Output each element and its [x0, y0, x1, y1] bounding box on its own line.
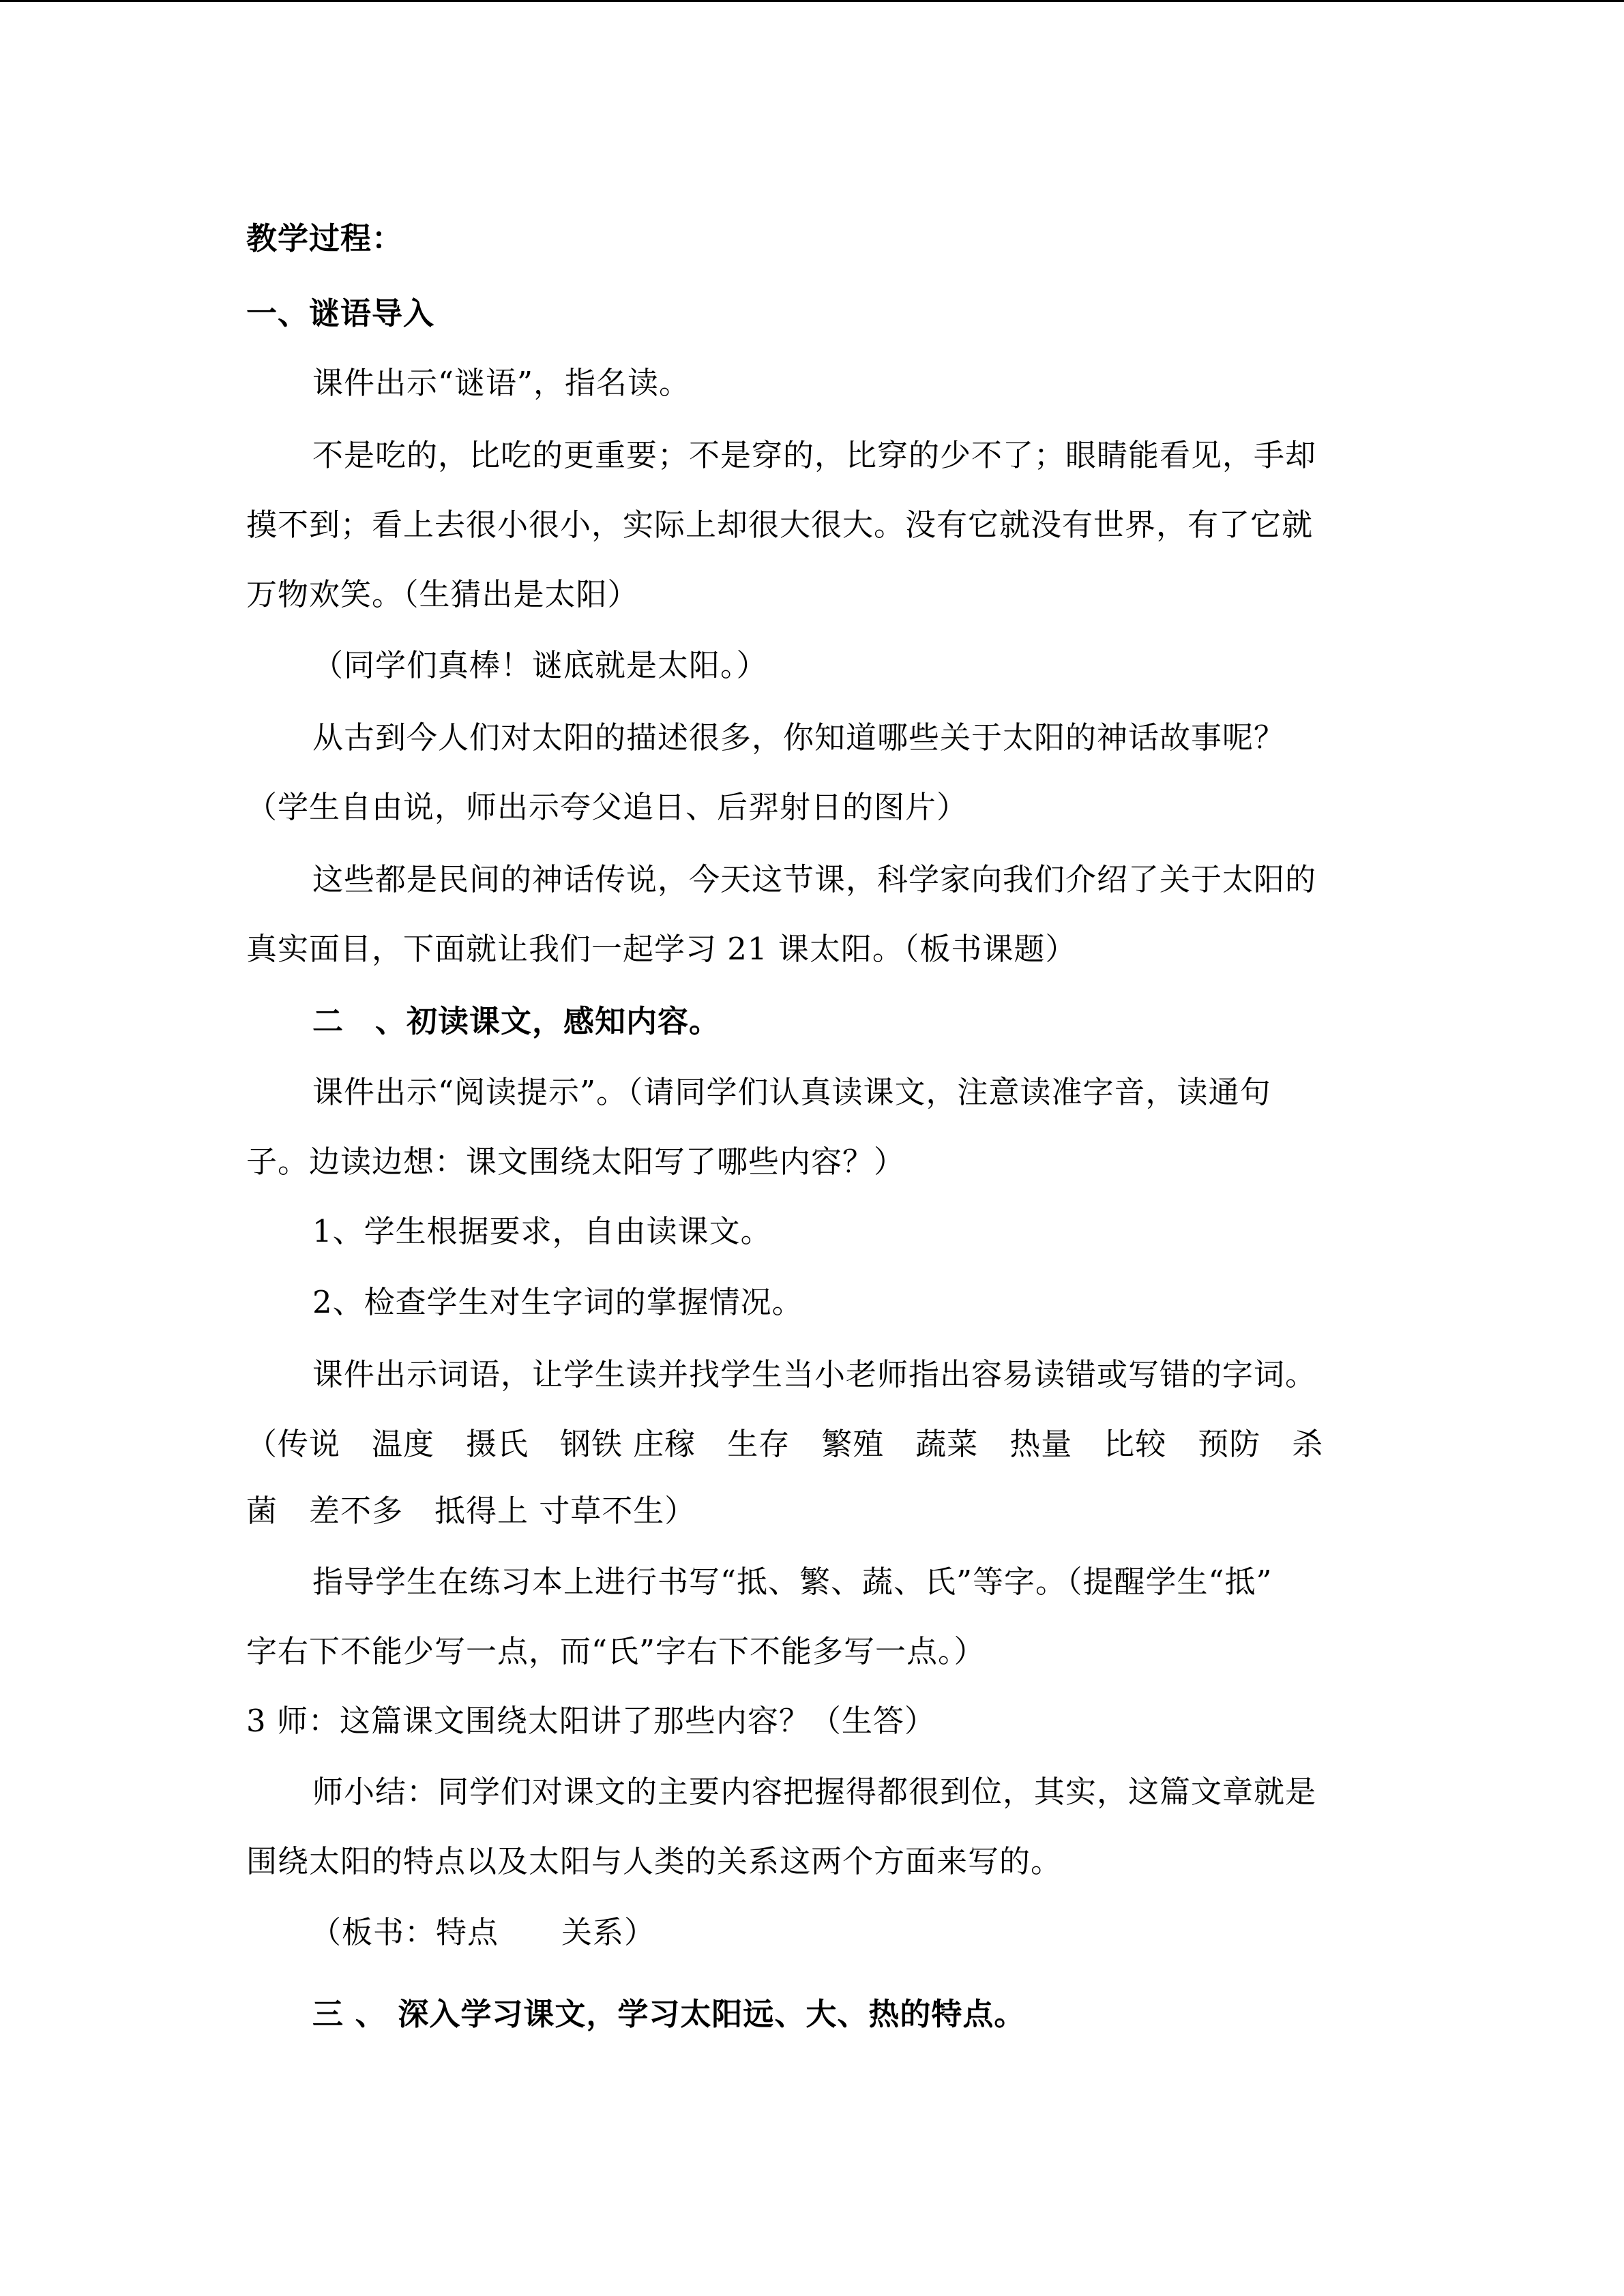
paragraph-line: 1、学生根据要求，自由读课文。 — [312, 1213, 772, 1249]
section-title-deep-study: 三 、 深入学习课文，学习太阳远、大、热的特点。 — [312, 1996, 1026, 2032]
paragraph-line: 指导学生在练习本上进行书写“抵、繁、蔬、氏”等字。（提醒学生“抵” — [312, 1564, 1273, 1600]
paragraph-line: 这些都是民间的神话传说，今天这节课，科学家向我们介绍了关于太阳的 — [312, 861, 1317, 897]
vocabulary-list-line: 菌 差不多 抵得上 寸草不生） — [246, 1493, 696, 1529]
vocabulary-list-line: （传说 温度 摄氏 钢铁 庄稼 生存 繁殖 蔬菜 热量 比较 预防 杀 — [246, 1426, 1324, 1462]
paragraph-line: （同学们真棒！谜底就是太阳。） — [312, 647, 768, 683]
paragraph-line: 课件出示“谜语”，指名读。 — [312, 365, 691, 401]
paragraph-line: 子。边读边想：课文围绕太阳写了哪些内容？） — [246, 1144, 906, 1180]
board-note-line: （板书：特点 关系） — [310, 1914, 656, 1950]
page-top-border — [0, 0, 1624, 2]
paragraph-line: 3 师：这篇课文围绕太阳讲了那些内容？（生答） — [246, 1703, 936, 1739]
paragraph-line: 课件出示词语，让学生读并找学生当小老师指出容易读错或写错的字词。 — [312, 1356, 1317, 1392]
paragraph-line: 不是吃的，比吃的更重要；不是穿的，比穿的少不了；眼睛能看见，手却 — [312, 437, 1317, 473]
paragraph-line: 真实面目，下面就让我们一起学习 21 课太阳。（板书课题） — [246, 931, 1077, 967]
process-heading: 教学过程： — [246, 220, 404, 256]
paragraph-line: 课件出示“阅读提示”。（请同学们认真读课文，注意读准字音，读通句 — [312, 1074, 1271, 1110]
paragraph-line: 字右下不能少写一点，而“氏”字右下不能多写一点。） — [246, 1633, 986, 1669]
paragraph-line: 万物欢笑。（生猜出是太阳） — [246, 576, 639, 612]
paragraph-line: 2、检查学生对生字词的掌握情况。 — [312, 1284, 803, 1320]
paragraph-line: 围绕太阳的特点以及太阳与人类的关系这两个方面来写的。 — [246, 1843, 1063, 1879]
paragraph-line: 从古到今人们对太阳的描述很多，你知道哪些关于太阳的神话故事呢？ — [312, 719, 1286, 756]
paragraph-line: 摸不到；看上去很小很小，实际上却很大很大。没有它就没有世界，有了它就 — [246, 507, 1314, 543]
paragraph-line: （学生自由说，师出示夸父追日、后羿射日的图片） — [246, 789, 969, 825]
section-title-first-reading: 二 、初读课文，感知内容。 — [312, 1003, 721, 1039]
section-title-riddle: 一、谜语导入 — [246, 295, 435, 331]
paragraph-line: 师小结：同学们对课文的主要内容把握得都很到位，其实，这篇文章就是 — [312, 1774, 1317, 1810]
